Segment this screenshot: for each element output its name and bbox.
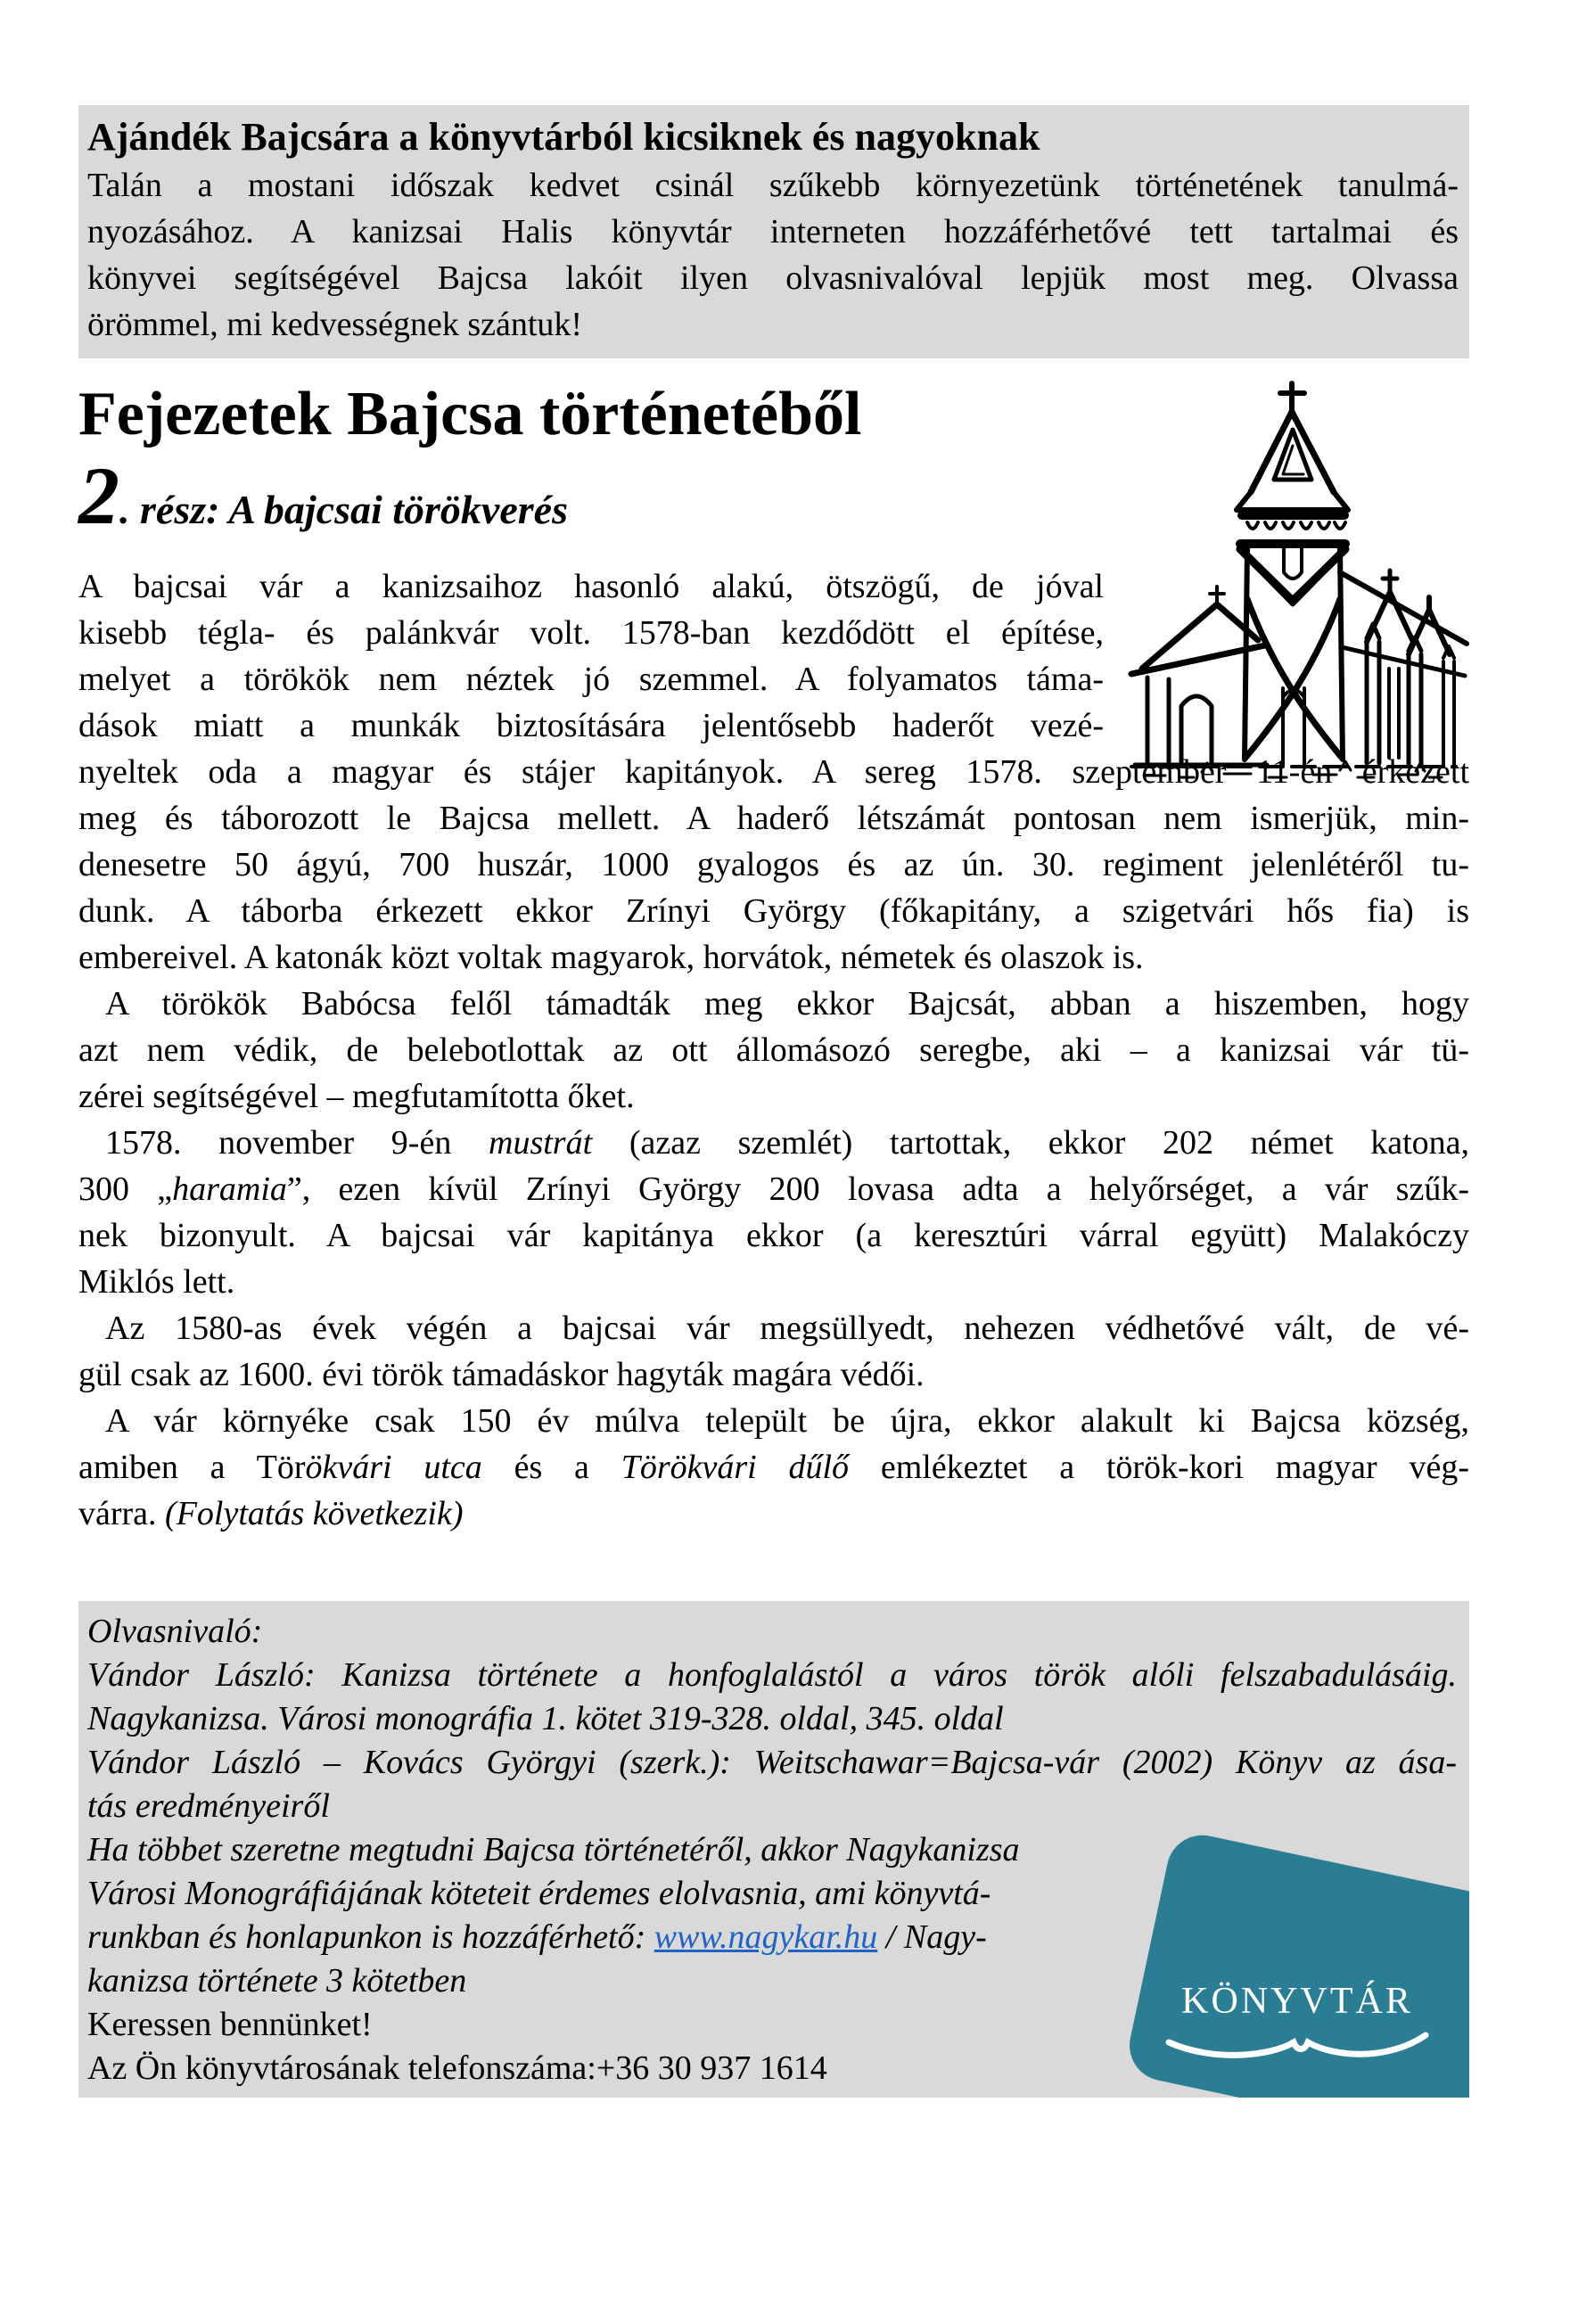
text-span: embereivel. A katonák közt voltak magyarok, horvátok, németek és olaszok is. xyxy=(78,939,1144,976)
text-span: 1578. november 9-én xyxy=(105,1124,489,1162)
text-span: azt nem védik, de belebotlottak az ott állomásozó seregbe, aki – a kanizsai vár tü- xyxy=(78,1031,1469,1069)
italic-text: haramia xyxy=(172,1170,287,1208)
text-line xyxy=(87,162,1459,209)
text-line xyxy=(87,301,1459,348)
text-span: (azaz szemlét) tartottak, ekkor 202 német katona, xyxy=(592,1124,1469,1162)
text-span: / Nagy- xyxy=(877,1918,987,1956)
text-span: denesetre 50 ágyú, 700 huszár, 1000 gyalogos és az ún. 30. regiment jelenlétéről tu- xyxy=(78,846,1469,883)
text-line xyxy=(78,1490,1469,1537)
open-book-icon xyxy=(1163,2024,1431,2064)
text-span: Miklós lett. xyxy=(78,1263,235,1301)
text-span: dások miatt a munkák biztosítására jelentősebb haderőt vezé- xyxy=(78,707,1104,744)
text-span: ”, ezen kívül Zrínyi György 200 lovasa adta a helyőrséget, a vár szűk- xyxy=(286,1170,1469,1208)
page xyxy=(0,105,1570,2324)
text-span: gül csak az 1600. évi török támadáskor hagyták magára védői. xyxy=(78,1356,925,1393)
text-span: Vándor László – Kovács Györgyi (szerk.): Weitschawar=Bajcsa-vár (2002) Könyv az ása- xyxy=(87,1744,1457,1781)
text-line xyxy=(87,1610,1457,1654)
text-line xyxy=(78,610,1104,656)
text-span: Talán a mostani időszak kedvet csinál szűkebb környezetünk történetének tanulmá- xyxy=(87,167,1459,204)
text-line xyxy=(78,1212,1469,1259)
text-span: Keressen bennünket! xyxy=(87,2006,373,2043)
text-line xyxy=(78,1398,1469,1444)
text-line xyxy=(87,1654,1457,1697)
text-span: Nagykanizsa. Városi monográfia 1. kötet 319-328. oldal, 345. oldal xyxy=(87,1700,1004,1737)
text-span: várra. xyxy=(78,1495,166,1532)
text-span: és a xyxy=(481,1449,621,1486)
nagykar-link[interactable]: www.nagykar.hu xyxy=(653,1918,878,1956)
text-span: Vándor László: Kanizsa története a honfoglalástól a város török alóli felszabadulásáig. xyxy=(87,1656,1457,1694)
text-span: Ha többet szeretne megtudni Bajcsa történetéről, akkor Nagykanizsa xyxy=(87,1831,1020,1868)
italic-text: Törökvári dűlő xyxy=(621,1449,850,1486)
text-span: meg és táborozott le Bajcsa mellett. A haderő létszámát pontosan nem ismerjük, min- xyxy=(78,800,1469,837)
text-span: dunk. A táborba érkezett ekkor Zrínyi György (főkapitány, a szigetvári hős fia) is xyxy=(78,892,1469,930)
paragraph xyxy=(78,981,1469,1120)
italic-text: (Folytatás következik) xyxy=(165,1495,464,1532)
text-span: melyet a törökök nem néztek jó szemmel. A folyamatos táma- xyxy=(78,661,1104,698)
text-span: nek bizonyult. A bajcsai vár kapitánya ekkor (a keresztúri várral együtt) Malakóczy xyxy=(78,1217,1469,1254)
text-line xyxy=(87,1697,1457,1741)
paragraph xyxy=(78,1398,1469,1537)
church-illustration xyxy=(1117,374,1469,780)
paragraph xyxy=(78,1305,1469,1398)
reading-box xyxy=(78,1601,1469,2098)
announcement-body xyxy=(87,162,1459,348)
text-line xyxy=(78,1166,1469,1212)
text-line xyxy=(78,1120,1469,1166)
text-line xyxy=(78,1259,1469,1305)
italic-text: ökvári utca xyxy=(305,1449,482,1486)
text-span: Városi Monográfiájának köteteit érdemes elolvasnia, ami könyvtá- xyxy=(87,1875,991,1912)
announcement-box xyxy=(78,105,1469,358)
text-span: nyozásához. A kanizsai Halis könyvtár interneten hozzáférhetővé tett tartalmai és xyxy=(87,213,1459,250)
text-span: A törökök Babócsa felől támadták meg ekkor Bajcsát, abban a hiszemben, hogy xyxy=(105,985,1469,1022)
text-span: emlékeztet a török-kori magyar vég- xyxy=(849,1449,1469,1486)
text-line xyxy=(78,1073,1469,1120)
italic-text: mustrát xyxy=(489,1124,593,1162)
logo-text: KÖNYVTÁR xyxy=(1181,1981,1413,2022)
text-span: A vár környéke csak 150 év múlva települt be újra, ekkor alakult ki Bajcsa község, xyxy=(105,1402,1469,1440)
announcement-title: Ajándék Bajcsára a könyvtárból kicsiknek és nagyoknak xyxy=(87,115,1040,159)
library-logo xyxy=(1159,1980,1435,2064)
article-title: Fejezetek Bajcsa történetéből xyxy=(78,380,862,448)
text-span: 300 „ xyxy=(78,1170,173,1208)
text-line xyxy=(78,795,1469,842)
subtitle-text: . rész: A bajcsai törökverés xyxy=(119,487,568,532)
text-span: könyvei segítségével Bajcsa lakóit ilyen olvasnivalóval lepjük most meg. Olvassa xyxy=(87,259,1459,297)
text-span: zérei segítségével – megfutamította őket. xyxy=(78,1078,635,1115)
paragraph xyxy=(78,1120,1469,1305)
text-line xyxy=(78,1351,1469,1398)
text-span: A bajcsai vár a kanizsaihoz hasonló alakú, ötszögű, de jóval xyxy=(78,568,1104,605)
text-span: nyeltek oda a magyar és stájer kapitányok. A sereg 1578. szeptember 11-én érkezett xyxy=(78,753,1469,791)
text-span: Az Ön könyvtárosának telefonszáma:+36 30 937 1614 xyxy=(87,2049,827,2087)
text-span: Olvasnivaló: xyxy=(87,1613,263,1650)
text-line xyxy=(78,563,1104,610)
text-span: amiben a Tör xyxy=(78,1449,306,1486)
text-line xyxy=(87,1741,1457,1785)
text-line xyxy=(78,1305,1469,1351)
text-line xyxy=(87,1785,1457,1828)
subtitle-numeral: 2 xyxy=(78,450,119,541)
text-line xyxy=(78,1444,1469,1490)
text-line xyxy=(78,934,1469,981)
text-span: tás eredményeiről xyxy=(87,1787,330,1825)
text-line xyxy=(78,656,1104,702)
text-line xyxy=(78,702,1104,749)
text-line xyxy=(78,981,1469,1027)
text-span: kisebb tégla- és palánkvár volt. 1578-ban kezdődött el építése, xyxy=(78,614,1104,652)
text-line xyxy=(78,842,1469,888)
page-content xyxy=(78,105,1469,2098)
text-line xyxy=(87,255,1459,301)
text-span: Az 1580-as évek végén a bajcsai vár megsüllyedt, nehezen védhetővé vált, de vé- xyxy=(105,1310,1469,1347)
text-line xyxy=(87,209,1459,255)
text-line xyxy=(78,1027,1469,1073)
text-span: runkban és honlapunkon is hozzáférhető: xyxy=(87,1918,654,1956)
text-line xyxy=(78,888,1469,934)
text-span: kanizsa története 3 kötetben xyxy=(87,1962,467,2000)
article xyxy=(78,380,1469,1537)
text-span: örömmel, mi kedvességnek szántuk! xyxy=(87,306,583,343)
